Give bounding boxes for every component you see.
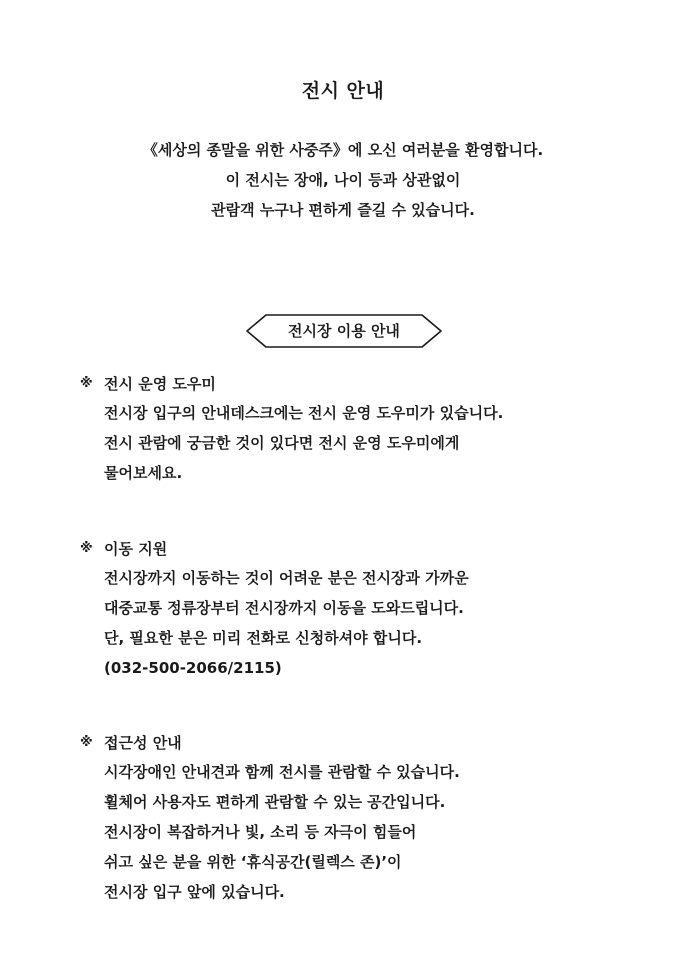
body-line: 쉬고 싶은 분을 위한 ‘휴식공간(릴렉스 존)’이 <box>104 853 402 871</box>
section-heading <box>80 368 660 398</box>
section-heading-text: 전시 운영 도우미 <box>104 374 216 393</box>
intro-line: 이 전시는 장애, 나이 등과 상관없이 <box>225 171 461 189</box>
body-line: 휠체어 사용자도 편하게 관람할 수 있는 공간입니다. <box>104 793 446 811</box>
section-body <box>80 757 660 907</box>
phone-number: (032-500-2066/2115) <box>104 659 282 677</box>
intro-paragraph <box>0 135 686 225</box>
info-section-operation-helper <box>80 368 660 488</box>
body-line: 시각장애인 안내견과 함께 전시를 관람할 수 있습니다. <box>104 763 460 781</box>
section-heading-text: 이동 지원 <box>104 539 168 558</box>
section-body <box>80 398 660 488</box>
page-title: 전시 안내 <box>301 80 385 102</box>
body-line: 물어보세요. <box>104 464 183 482</box>
section-title: 전시장 이용 안내 <box>288 322 400 340</box>
intro-line: 《세상의 종말을 위한 사중주》에 오신 여러분을 환영합니다. <box>142 141 544 159</box>
section-heading-text: 접근성 안내 <box>104 733 182 752</box>
body-line: 전시장까지 이동하는 것이 어려운 분은 전시장과 가까운 <box>104 569 469 587</box>
body-line: 전시장 입구의 안내데스크에는 전시 운영 도우미가 있습니다. <box>104 404 504 422</box>
reference-mark-icon: ※ <box>80 375 93 391</box>
reference-mark-icon: ※ <box>80 734 93 750</box>
body-line: 전시장이 복잡하거나 빛, 소리 등 자극이 힘들어 <box>104 823 417 841</box>
body-line: 전시 관람에 궁금한 것이 있다면 전시 운영 도우미에게 <box>104 434 460 452</box>
info-section-mobility-support <box>80 533 660 683</box>
section-heading <box>80 533 660 563</box>
section-title-badge <box>244 312 444 350</box>
info-section-accessibility <box>80 727 660 907</box>
body-line: 대중교통 정류장부터 전시장까지 이동을 도와드립니다. <box>104 599 464 617</box>
reference-mark-icon: ※ <box>80 540 93 556</box>
intro-line: 관람객 누구나 편하게 즐길 수 있습니다. <box>211 201 475 219</box>
body-line: 전시장 입구 앞에 있습니다. <box>104 883 285 901</box>
section-body <box>80 563 660 683</box>
section-heading <box>80 727 660 757</box>
body-line: 단, 필요한 분은 미리 전화로 신청하셔야 합니다. <box>104 629 423 647</box>
